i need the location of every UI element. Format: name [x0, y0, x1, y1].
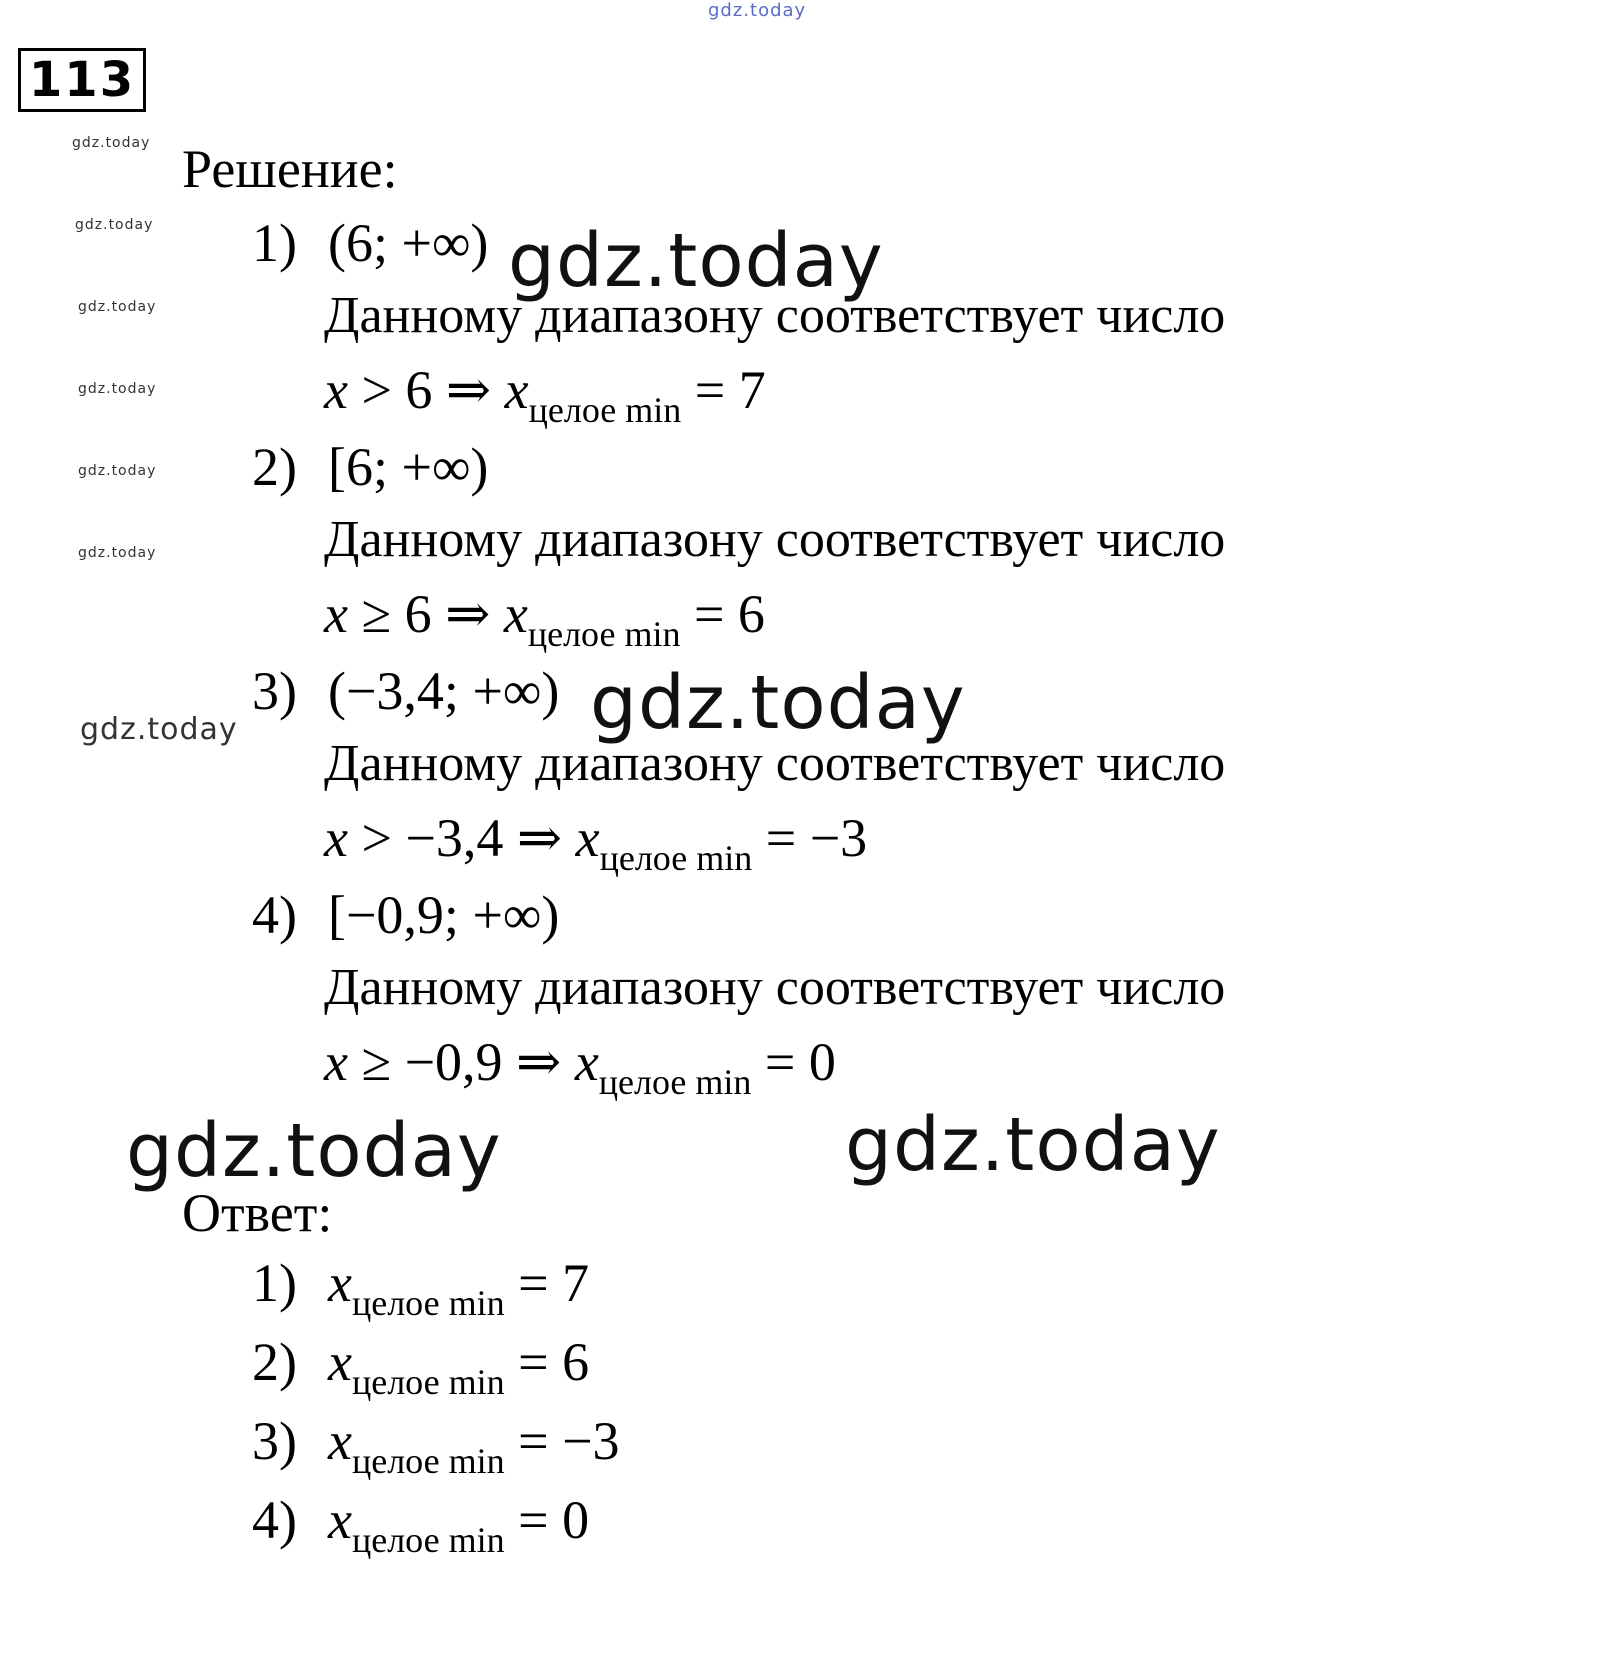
watermark-top: gdz.today: [708, 0, 807, 21]
watermark-side: gdz.today: [78, 299, 157, 315]
result: = 7: [694, 360, 766, 420]
watermark-side: gdz.today: [80, 712, 238, 747]
item-index: 4): [252, 885, 297, 945]
result: = 6: [693, 584, 765, 644]
solution-item-description: Данному диапазону соответствует число: [324, 959, 1226, 1016]
result: = 6: [518, 1332, 590, 1392]
result: = −3: [765, 808, 868, 868]
item-index: 3): [252, 661, 297, 721]
watermark-large: gdz.today: [126, 1108, 502, 1194]
item-index: 2): [252, 1332, 297, 1392]
solution-item-formula: [324, 582, 765, 654]
solution-item-description: Данному диапазону соответствует число: [324, 511, 1226, 568]
watermark-side: gdz.today: [75, 217, 154, 233]
watermark-large: gdz.today: [590, 660, 966, 746]
variable: x: [328, 1253, 352, 1313]
interval: (6; +∞): [328, 213, 489, 273]
variable: x: [504, 360, 529, 420]
variable: x: [324, 360, 348, 420]
solution-item-interval: [252, 660, 559, 722]
item-index: 3): [252, 1411, 297, 1471]
item-index: 2): [252, 437, 297, 497]
answer-item: [252, 1489, 590, 1560]
watermark-side: gdz.today: [78, 545, 157, 561]
problem-number: 113: [18, 48, 146, 112]
relation: > 6 ⇒: [361, 360, 492, 420]
subscript: целое min: [528, 390, 682, 430]
watermark-side: gdz.today: [78, 463, 157, 479]
answer-item: [252, 1410, 620, 1481]
variable: x: [324, 584, 348, 644]
variable: x: [324, 808, 348, 868]
watermark-side: gdz.today: [72, 135, 151, 151]
interval: [−0,9; +∞): [328, 885, 560, 945]
solution-item-formula: [324, 806, 868, 878]
subscript: целое min: [599, 838, 753, 878]
subscript: целое min: [351, 1362, 505, 1402]
solution-item-interval: [252, 436, 488, 498]
solution-heading: Решение:: [182, 139, 398, 199]
answer-heading: Ответ:: [182, 1183, 333, 1243]
variable: x: [324, 1032, 348, 1092]
relation: ≥ −0,9 ⇒: [361, 1032, 562, 1092]
variable: x: [328, 1332, 352, 1392]
watermark-side: gdz.today: [78, 381, 157, 397]
result: = 0: [764, 1032, 836, 1092]
watermark-large: gdz.today: [508, 218, 884, 304]
solution-item-interval: [252, 884, 559, 946]
result: = 7: [518, 1253, 590, 1313]
subscript: целое min: [351, 1520, 505, 1560]
answer-item: [252, 1252, 590, 1323]
solution-item-interval: [252, 212, 488, 274]
variable: x: [328, 1490, 352, 1550]
solution-item-formula: [324, 358, 766, 430]
subscript: целое min: [598, 1062, 752, 1102]
variable: x: [328, 1411, 352, 1471]
solution-item-description: Данному диапазону соответствует число: [324, 287, 1226, 344]
interval: (−3,4; +∞): [328, 661, 560, 721]
solution-item-formula: [324, 1030, 836, 1102]
variable: x: [574, 1032, 599, 1092]
variable: x: [503, 584, 528, 644]
item-index: 1): [252, 1253, 297, 1313]
relation: ≥ 6 ⇒: [361, 584, 491, 644]
answer-item: [252, 1331, 590, 1402]
subscript: целое min: [351, 1283, 505, 1323]
interval: [6; +∞): [328, 437, 489, 497]
result: = 0: [518, 1490, 590, 1550]
item-index: 4): [252, 1490, 297, 1550]
subscript: целое min: [527, 614, 681, 654]
result: = −3: [518, 1411, 620, 1471]
variable: x: [575, 808, 600, 868]
solution-item-description: Данному диапазону соответствует число: [324, 735, 1226, 792]
item-index: 1): [252, 213, 297, 273]
subscript: целое min: [351, 1441, 505, 1481]
watermark-large: gdz.today: [845, 1102, 1221, 1188]
relation: > −3,4 ⇒: [361, 808, 563, 868]
